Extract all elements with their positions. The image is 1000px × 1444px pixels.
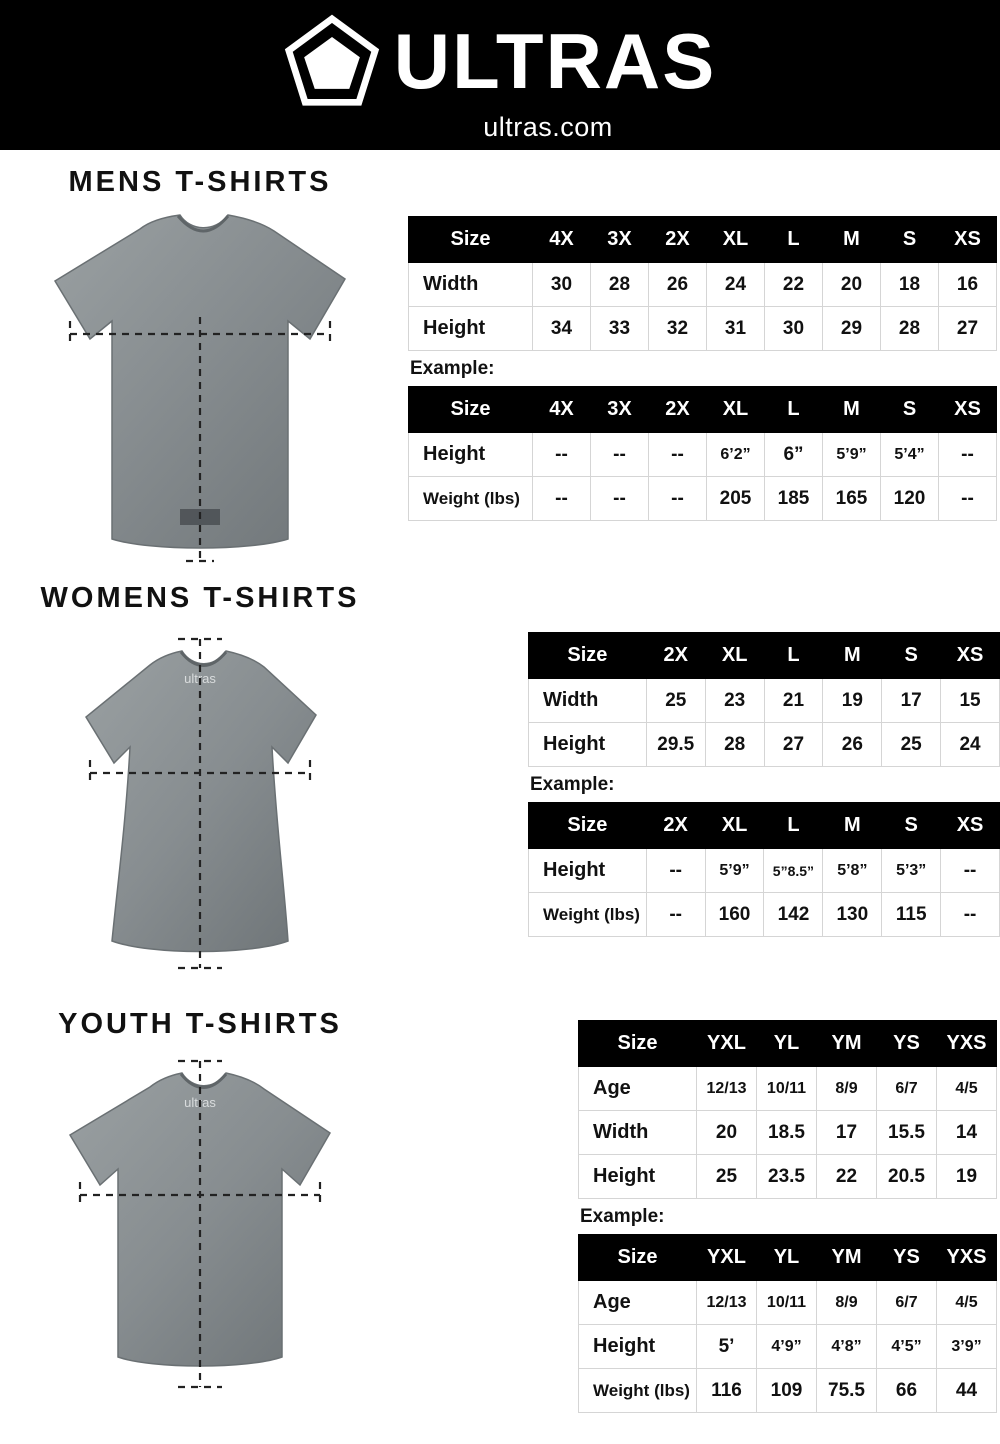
- cell: 26: [823, 723, 882, 767]
- youth-title: YOUTH T-SHIRTS: [58, 1008, 342, 1040]
- cell: 6”: [765, 433, 823, 477]
- col-header: S: [881, 217, 939, 263]
- cell: 17: [817, 1111, 877, 1155]
- row-label: Width: [409, 263, 533, 307]
- youth-tshirt-icon: [0, 1051, 400, 1401]
- row-label: Age: [579, 1067, 697, 1111]
- mens-section: [0, 166, 400, 579]
- cell: 23.5: [757, 1155, 817, 1199]
- cell: 30: [533, 263, 591, 307]
- cell: 19: [937, 1155, 997, 1199]
- cell: 142: [764, 893, 823, 937]
- cell: 75.5: [817, 1369, 877, 1413]
- col-header: YS: [877, 1235, 937, 1281]
- table-row: [529, 893, 1000, 937]
- col-header: YXS: [937, 1235, 997, 1281]
- cell: --: [646, 849, 705, 893]
- table-row: [409, 307, 997, 351]
- cell: 28: [881, 307, 939, 351]
- cell: 5’3”: [882, 849, 941, 893]
- col-header: M: [823, 803, 882, 849]
- cell: 185: [765, 477, 823, 521]
- col-header: 2X: [649, 387, 707, 433]
- youth-size-table: [578, 1020, 997, 1199]
- col-header: Size: [529, 633, 647, 679]
- cell: 24: [941, 723, 1000, 767]
- col-header: S: [882, 633, 941, 679]
- mens-tables: [408, 216, 997, 521]
- cell: 165: [823, 477, 881, 521]
- table-header-row: [579, 1235, 997, 1281]
- mens-title: MENS T-SHIRTS: [68, 166, 332, 198]
- cell: 5’: [697, 1325, 757, 1369]
- cell: 24: [707, 263, 765, 307]
- cell: 25: [882, 723, 941, 767]
- col-header: S: [881, 387, 939, 433]
- womens-title: WOMENS T-SHIRTS: [40, 582, 360, 614]
- cell: 5”8.5”: [764, 849, 823, 893]
- cell: --: [939, 477, 997, 521]
- col-header: XL: [705, 633, 764, 679]
- col-header: Size: [579, 1021, 697, 1067]
- womens-tables: [528, 632, 1000, 937]
- cell: 6’2”: [707, 433, 765, 477]
- col-header: 3X: [591, 217, 649, 263]
- cell: 28: [705, 723, 764, 767]
- col-header: Size: [529, 803, 647, 849]
- row-label: Height: [409, 307, 533, 351]
- brand-name: ULTRAS: [393, 17, 717, 106]
- cell: 14: [937, 1111, 997, 1155]
- row-label: Width: [579, 1111, 697, 1155]
- mens-example-label: Example:: [410, 358, 495, 379]
- cell: --: [649, 477, 707, 521]
- col-header: Size: [409, 387, 533, 433]
- table-row: [409, 433, 997, 477]
- row-label: Height: [409, 433, 533, 477]
- table-row: [579, 1281, 997, 1325]
- cell: --: [591, 433, 649, 477]
- col-header: XS: [939, 217, 997, 263]
- row-label: Weight (lbs): [529, 893, 647, 937]
- youth-shirt-illustration: [0, 1051, 400, 1401]
- table-header-row: [579, 1021, 997, 1067]
- cell: 33: [591, 307, 649, 351]
- womens-shirt-illustration: [0, 623, 400, 983]
- cell: 29.5: [646, 723, 705, 767]
- table-row: [529, 849, 1000, 893]
- table-header-row: [409, 387, 997, 433]
- cell: 30: [765, 307, 823, 351]
- womens-section: [0, 582, 400, 983]
- cell: 18: [881, 263, 939, 307]
- cell: 17: [882, 679, 941, 723]
- cell: 27: [939, 307, 997, 351]
- col-header: 4X: [533, 217, 591, 263]
- table-row: [579, 1325, 997, 1369]
- row-label: Weight (lbs): [579, 1369, 697, 1413]
- col-header: 2X: [646, 803, 705, 849]
- cell: 25: [697, 1155, 757, 1199]
- col-header: Size: [579, 1235, 697, 1281]
- cell: 29: [823, 307, 881, 351]
- cell: 160: [705, 893, 764, 937]
- col-header: YXS: [937, 1021, 997, 1067]
- col-header: 3X: [591, 387, 649, 433]
- table-header-row: [529, 633, 1000, 679]
- table-row: [579, 1155, 997, 1199]
- cell: --: [649, 433, 707, 477]
- col-header: L: [765, 217, 823, 263]
- table-header-row: [529, 803, 1000, 849]
- cell: 16: [939, 263, 997, 307]
- row-label: Height: [579, 1325, 697, 1369]
- cell: 8/9: [817, 1281, 877, 1325]
- cell: 120: [881, 477, 939, 521]
- cell: 4’8”: [817, 1325, 877, 1369]
- col-header: L: [765, 387, 823, 433]
- cell: 10/11: [757, 1067, 817, 1111]
- womens-example-table: [528, 802, 1000, 937]
- brand-row: [284, 14, 717, 110]
- cell: 34: [533, 307, 591, 351]
- cell: --: [941, 849, 1000, 893]
- col-header: 2X: [646, 633, 705, 679]
- cell: 4’9”: [757, 1325, 817, 1369]
- cell: 5’8”: [823, 849, 882, 893]
- row-label: Width: [529, 679, 647, 723]
- col-header: YL: [757, 1021, 817, 1067]
- col-header: XL: [707, 217, 765, 263]
- cell: 3’9”: [937, 1325, 997, 1369]
- row-label: Height: [529, 849, 647, 893]
- womens-size-table: [528, 632, 1000, 767]
- col-header: XL: [707, 387, 765, 433]
- cell: 6/7: [877, 1067, 937, 1111]
- cell: 115: [882, 893, 941, 937]
- row-label: Height: [579, 1155, 697, 1199]
- table-row: [529, 679, 1000, 723]
- col-header: L: [764, 633, 823, 679]
- cell: 12/13: [697, 1067, 757, 1111]
- table-row: [579, 1067, 997, 1111]
- table-row: [579, 1369, 997, 1413]
- brand-domain: ultras.com: [483, 111, 613, 142]
- col-header: YS: [877, 1021, 937, 1067]
- col-header: M: [823, 217, 881, 263]
- row-label: Height: [529, 723, 647, 767]
- col-header: L: [764, 803, 823, 849]
- row-label: Age: [579, 1281, 697, 1325]
- womens-example-label: Example:: [530, 774, 615, 795]
- mens-example-table: [408, 386, 997, 521]
- table-row: [579, 1111, 997, 1155]
- cell: 6/7: [877, 1281, 937, 1325]
- youth-section: [0, 1008, 400, 1401]
- cell: 32: [649, 307, 707, 351]
- table-header-row: [409, 217, 997, 263]
- pentagon-shield-logo-icon: [284, 14, 380, 110]
- cell: 109: [757, 1369, 817, 1413]
- brand-header: [0, 0, 1000, 150]
- cell: 20: [697, 1111, 757, 1155]
- cell: 20.5: [877, 1155, 937, 1199]
- youth-tables: [578, 1020, 997, 1413]
- cell: 22: [817, 1155, 877, 1199]
- table-row: [409, 477, 997, 521]
- col-header: YXL: [697, 1235, 757, 1281]
- mens-size-table: [408, 216, 997, 351]
- col-header: YM: [817, 1235, 877, 1281]
- youth-example-table: [578, 1234, 997, 1413]
- svg-text:ultras: ultras: [184, 1095, 216, 1110]
- cell: --: [533, 433, 591, 477]
- youth-example-label: Example:: [580, 1206, 665, 1227]
- cell: 130: [823, 893, 882, 937]
- cell: 205: [707, 477, 765, 521]
- cell: --: [939, 433, 997, 477]
- cell: 19: [823, 679, 882, 723]
- womens-tshirt-icon: [0, 623, 400, 983]
- cell: 4’5”: [877, 1325, 937, 1369]
- cell: 4/5: [937, 1067, 997, 1111]
- cell: 22: [765, 263, 823, 307]
- mens-tshirt-icon: [0, 209, 400, 579]
- cell: --: [533, 477, 591, 521]
- cell: 25: [646, 679, 705, 723]
- col-header: YM: [817, 1021, 877, 1067]
- cell: 28: [591, 263, 649, 307]
- col-header: 2X: [649, 217, 707, 263]
- cell: 15.5: [877, 1111, 937, 1155]
- cell: 12/13: [697, 1281, 757, 1325]
- cell: 5’9”: [705, 849, 764, 893]
- col-header: XS: [939, 387, 997, 433]
- cell: 15: [941, 679, 1000, 723]
- cell: 8/9: [817, 1067, 877, 1111]
- table-row: [529, 723, 1000, 767]
- cell: --: [646, 893, 705, 937]
- cell: 31: [707, 307, 765, 351]
- row-label: Weight (lbs): [409, 477, 533, 521]
- cell: 27: [764, 723, 823, 767]
- cell: 5’9”: [823, 433, 881, 477]
- cell: --: [941, 893, 1000, 937]
- cell: 23: [705, 679, 764, 723]
- cell: 21: [764, 679, 823, 723]
- cell: 44: [937, 1369, 997, 1413]
- svg-text:ultras: ultras: [184, 671, 216, 686]
- cell: 116: [697, 1369, 757, 1413]
- cell: 26: [649, 263, 707, 307]
- col-header: 4X: [533, 387, 591, 433]
- col-header: XS: [941, 633, 1000, 679]
- cell: 10/11: [757, 1281, 817, 1325]
- col-header: M: [823, 387, 881, 433]
- col-header: S: [882, 803, 941, 849]
- table-row: [409, 263, 997, 307]
- cell: --: [591, 477, 649, 521]
- col-header: M: [823, 633, 882, 679]
- col-header: Size: [409, 217, 533, 263]
- mens-shirt-illustration: [0, 209, 400, 579]
- cell: 66: [877, 1369, 937, 1413]
- cell: 20: [823, 263, 881, 307]
- col-header: YL: [757, 1235, 817, 1281]
- cell: 4/5: [937, 1281, 997, 1325]
- col-header: YXL: [697, 1021, 757, 1067]
- col-header: XL: [705, 803, 764, 849]
- cell: 5’4”: [881, 433, 939, 477]
- col-header: XS: [941, 803, 1000, 849]
- cell: 18.5: [757, 1111, 817, 1155]
